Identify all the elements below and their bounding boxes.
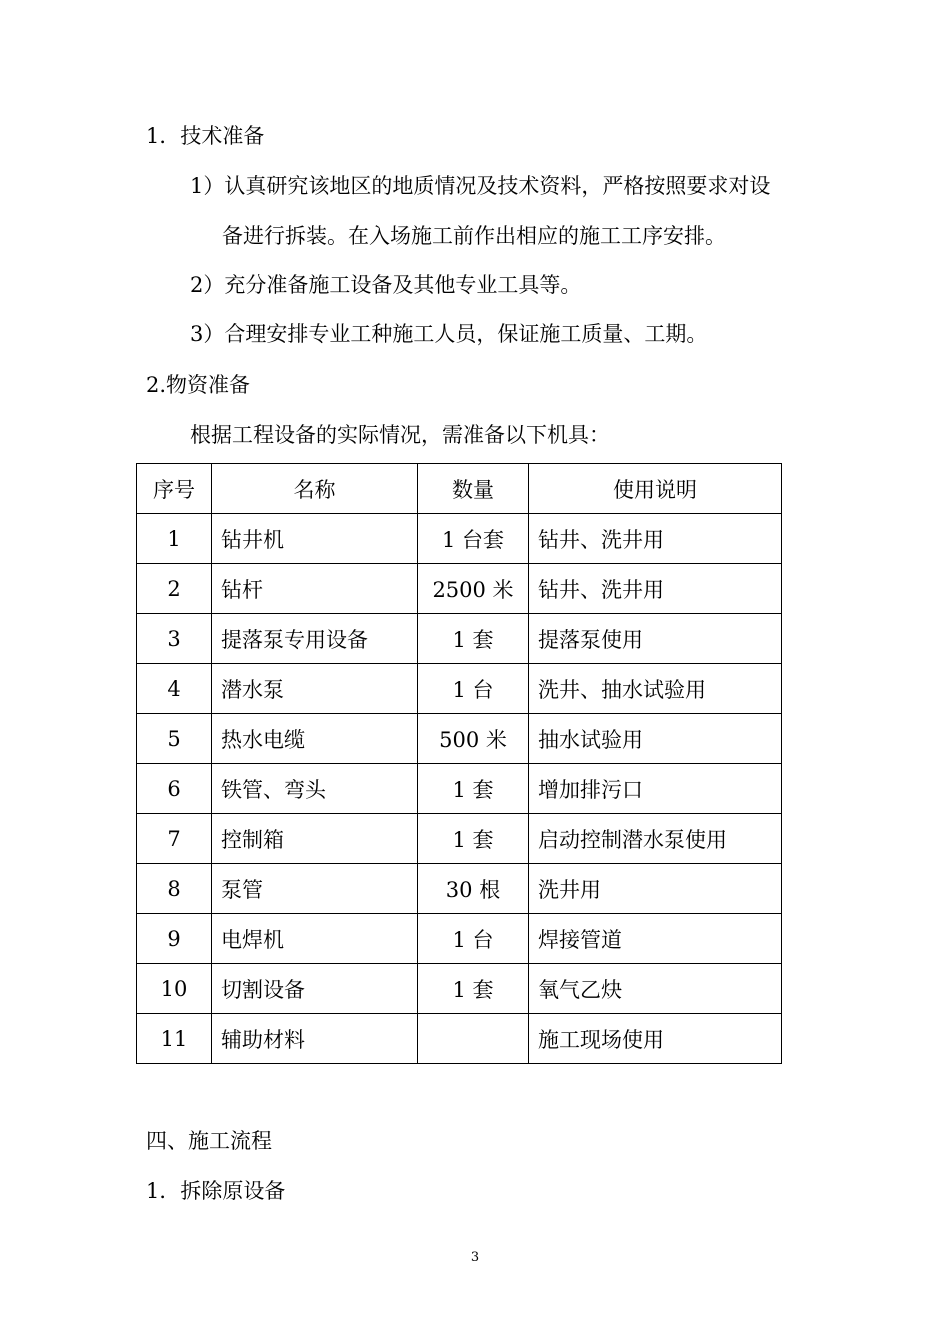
cell-quantity: 1 套 [418,964,529,1014]
cell-usage: 启动控制潜水泵使用 [529,814,782,864]
tech-item-3: 3）合理安排专业工种施工人员，保证施工质量、工期。 [190,322,708,346]
cell-usage: 钻井、洗井用 [529,564,782,614]
cell-index: 11 [137,1014,212,1064]
table-row [137,1014,782,1064]
cell-quantity: 1 套 [418,614,529,664]
cell-usage: 钻井、洗井用 [529,514,782,564]
process-subheading: 1．拆除原设备 [146,1179,286,1203]
table-row [137,914,782,964]
table-row [137,614,782,664]
cell-name: 提落泵专用设备 [212,614,418,664]
cell-usage: 洗井用 [529,864,782,914]
materials-intro: 根据工程设备的实际情况，需准备以下机具： [190,423,610,447]
cell-usage: 施工现场使用 [529,1014,782,1064]
cell-name: 潜水泵 [212,664,418,714]
section-heading-process: 四、施工流程 [146,1129,272,1153]
equipment-table [136,463,782,1064]
cell-index: 10 [137,964,212,1014]
table-row [137,864,782,914]
table-row [137,714,782,764]
cell-usage: 洗井、抽水试验用 [529,664,782,714]
cell-name: 铁管、弯头 [212,764,418,814]
cell-name: 钻杆 [212,564,418,614]
table-row [137,514,782,564]
table-header-row [137,464,782,514]
table-row [137,564,782,614]
header-quantity: 数量 [418,464,529,514]
cell-name: 钻井机 [212,514,418,564]
cell-quantity: 500 米 [418,714,529,764]
cell-usage: 提落泵使用 [529,614,782,664]
cell-index: 1 [137,514,212,564]
header-usage: 使用说明 [529,464,782,514]
table-row [137,664,782,714]
tech-item-2: 2）充分准备施工设备及其他专业工具等。 [190,273,582,297]
header-name: 名称 [212,464,418,514]
cell-index: 9 [137,914,212,964]
table-row [137,764,782,814]
cell-quantity: 1 台 [418,664,529,714]
cell-usage: 增加排污口 [529,764,782,814]
cell-index: 6 [137,764,212,814]
cell-index: 5 [137,714,212,764]
cell-index: 3 [137,614,212,664]
cell-index: 4 [137,664,212,714]
cell-quantity [418,1014,529,1064]
cell-index: 8 [137,864,212,914]
cell-index: 7 [137,814,212,864]
header-index: 序号 [137,464,212,514]
cell-name: 电焊机 [212,914,418,964]
cell-usage: 抽水试验用 [529,714,782,764]
cell-usage: 氧气乙炔 [529,964,782,1014]
cell-quantity: 1 台 [418,914,529,964]
cell-usage: 焊接管道 [529,914,782,964]
cell-name: 切割设备 [212,964,418,1014]
tech-item-1-line-1: 1）认真研究该地区的地质情况及技术资料，严格按照要求对设 [190,174,771,198]
cell-name: 热水电缆 [212,714,418,764]
cell-quantity: 1 套 [418,764,529,814]
cell-quantity: 1 台套 [418,514,529,564]
cell-quantity: 30 根 [418,864,529,914]
section-heading-tech: 1．技术准备 [146,124,265,148]
tech-item-1-line-2: 备进行拆装。在入场施工前作出相应的施工工序安排。 [222,224,726,248]
cell-name: 控制箱 [212,814,418,864]
table-row [137,814,782,864]
cell-name: 泵管 [212,864,418,914]
table-row [137,964,782,1014]
cell-quantity: 1 套 [418,814,529,864]
cell-quantity: 2500 米 [418,564,529,614]
cell-index: 2 [137,564,212,614]
page-number: 3 [470,1250,480,1265]
cell-name: 辅助材料 [212,1014,418,1064]
section-heading-materials: 2.物资准备 [146,373,251,397]
